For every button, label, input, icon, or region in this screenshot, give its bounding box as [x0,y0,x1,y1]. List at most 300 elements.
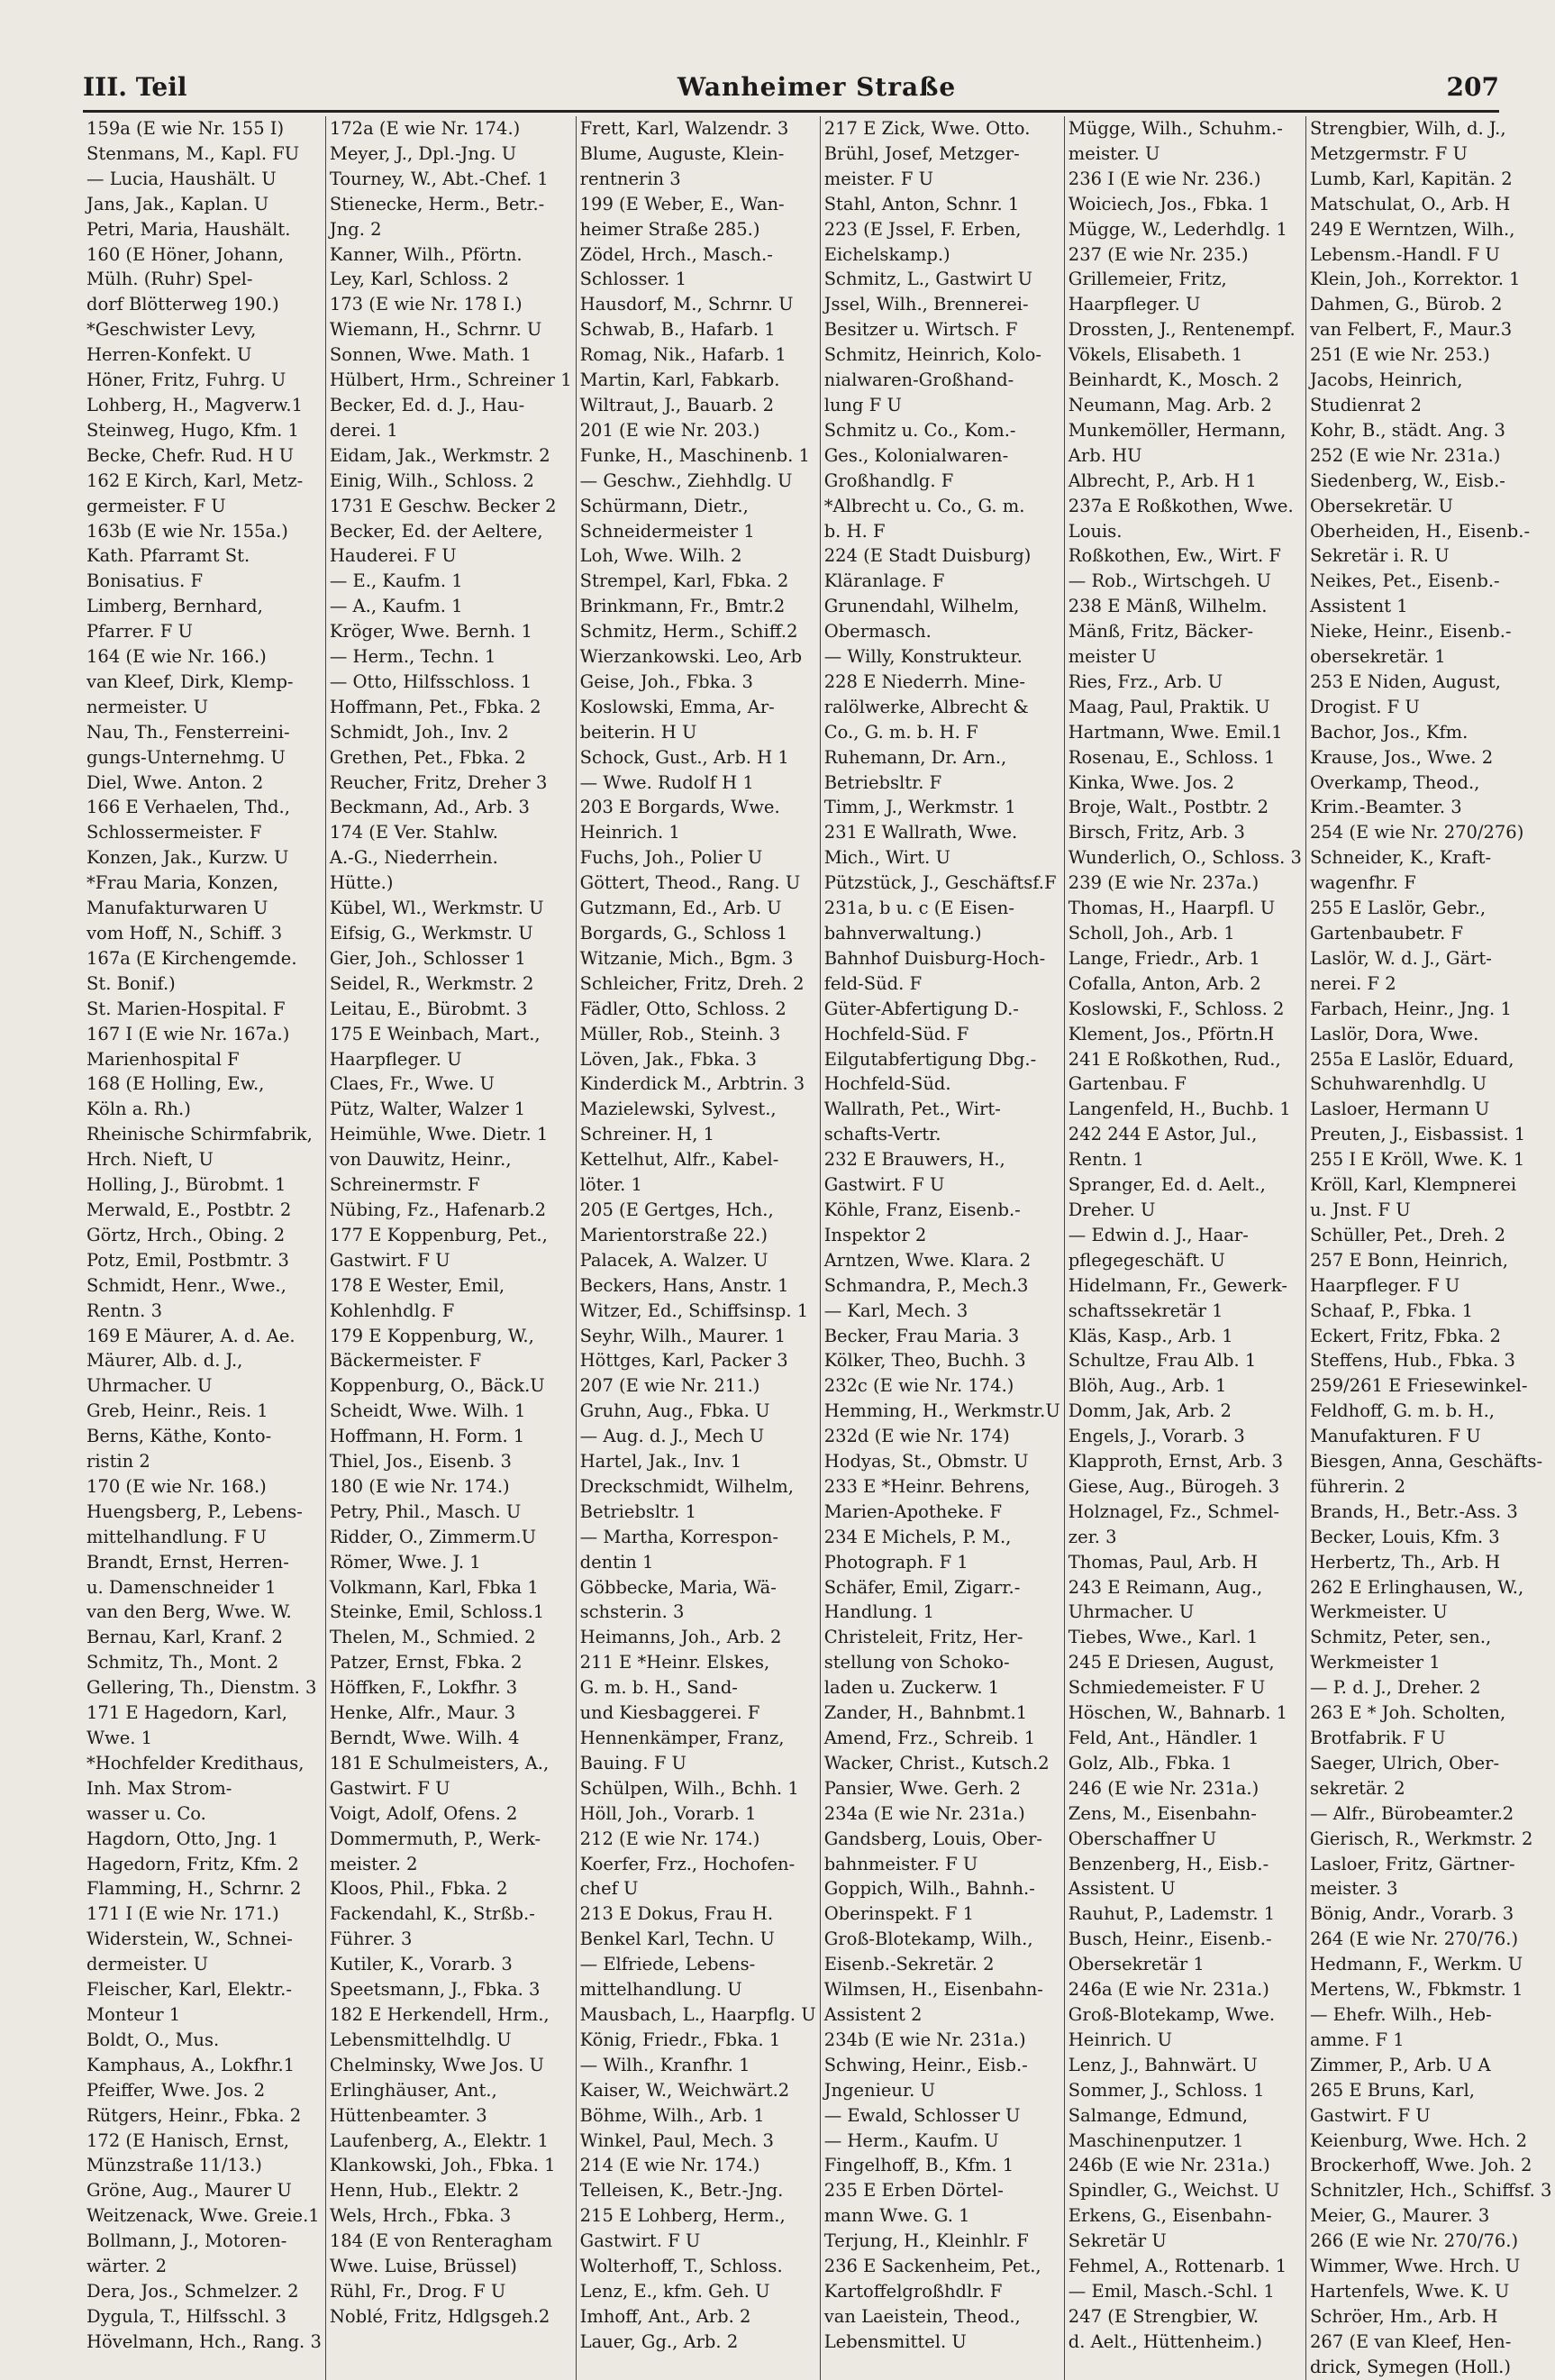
directory-entry: 212 (E wie Nr. 174.) [579,1828,760,1849]
directory-entry: Bonisatius. F [86,570,204,592]
directory-entry: Erlinghäuser, Ant., [329,2079,497,2101]
directory-entry: — Martha, Korrespon- [579,1526,778,1547]
directory-entry: 170 (E wie Nr. 168.) [86,1475,267,1497]
directory-entry: 231 E Wallrath, Wwe. [823,822,1018,843]
directory-entry: 246b (E wie Nr. 231a.) [1068,2155,1270,2176]
directory-entry: Dreckschmidt, Wilhelm, [579,1475,794,1497]
directory-entry: Sekretär U [1068,2230,1167,2252]
directory-entry: Golz, Alb., Fbka. 1 [1068,1752,1232,1774]
directory-entry: Dahmen, G., Bürob. 2 [1309,294,1503,315]
directory-entry: Patzer, Ernst, Fbka. 2 [329,1652,523,1673]
directory-entry: 163b (E wie Nr. 155a.) [86,520,288,542]
directory-entry: Witzer, Ed., Schiffsinsp. 1 [579,1299,809,1321]
directory-entry: Neikes, Pet., Eisenb.- [1309,570,1500,592]
directory-entry: *Albrecht u. Co., G. m. [823,495,1025,516]
directory-entry: Schmidt, Joh., Inv. 2 [329,721,509,743]
directory-entry: Lohberg, H., Magverw.1 [86,394,304,415]
directory-entry: Rosenau, E., Schloss. 1 [1068,746,1276,768]
directory-entry: Lebensmittel. U [823,2330,967,2352]
directory-entry: 168 (E Holling, Ew., [86,1073,265,1095]
directory-entry: — Lucia, Haushält. U [86,168,277,189]
directory-entry: 233 E *Heinr. Behrens, [823,1475,1031,1497]
directory-entry: Matschulat, O., Arb. H [1309,193,1511,214]
directory-entry: Schock, Gust., Arb. H 1 [579,746,789,768]
directory-entry: Zander, H., Bahnbmt.1 [823,1702,1028,1724]
directory-entry: Lebensm.-Handl. F U [1309,243,1500,265]
directory-entry: 239 (E wie Nr. 237a.) [1068,872,1259,894]
directory-entry: *Frau Maria, Konzen, [86,872,279,894]
directory-entry: germeister. F U [86,495,226,516]
directory-entry: Kloos, Phil., Fbka. 2 [329,1878,508,1900]
directory-entry: stellung von Schoko- [823,1652,1010,1673]
directory-entry: Beinhardt, K., Mosch. 2 [1068,369,1279,391]
directory-entry: Diel, Wwe. Anton. 2 [86,771,264,793]
directory-entry: Nübing, Fz., Hafenarb.2 [329,1199,547,1220]
directory-entry: — Rob., Wirtschgeh. U [1068,570,1271,592]
directory-entry: Lasloer, Hermann U [1309,1099,1490,1120]
directory-entry: 215 E Lohberg, Herm., [579,2205,786,2227]
directory-entry: Zens, M., Eisenbahn- [1068,1802,1257,1824]
directory-entry: pflegegeschäft. U [1068,1249,1225,1271]
directory-entry: Timm, J., Werkmstr. 1 [823,797,1016,818]
directory-entry: Schäfer, Emil, Zigarr.- [823,1576,1021,1598]
column-2 [326,116,577,2380]
directory-entry: Güter-Abfertigung D.- [823,998,1019,1019]
directory-entry: Einig, Wilh., Schloss. 2 [329,470,534,491]
directory-entry: Uhrmacher. U [1068,1601,1195,1623]
directory-entry: 223 (E Jssel, F. Erben, [823,218,1022,240]
directory-entry: — Otto, Hilfsschloss. 1 [329,670,532,692]
directory-entry: Kanner, Wilh., Pförtn. [329,243,523,265]
directory-entry: Jacobs, Heinrich, [1309,369,1463,391]
directory-entry: Hidelmann, Fr., Gewerk- [1068,1274,1287,1296]
directory-entry: 205 (E Gertges, Hch., [579,1199,774,1220]
directory-entry: meister. 2 [329,1853,418,1874]
directory-entry: — Wwe. Rudolf H 1 [579,771,754,793]
directory-entry: Gastwirt. F U [329,1777,450,1799]
directory-entry: Obersekretär. U [1309,495,1453,516]
directory-entry: Göbbecke, Maria, Wä- [579,1576,777,1598]
directory-entry: Huengsberg, P., Lebens- [86,1500,303,1522]
directory-entry: 173 (E wie Nr. 178 I.) [329,294,523,315]
directory-entry: Grethen, Pet., Fbka. 2 [329,746,526,768]
directory-entry: Löven, Jak., Fbka. 3 [579,1048,757,1070]
directory-entry: Holling, J., Bürobmt. 1 [86,1174,286,1196]
directory-entry: Petri, Maria, Haushält. [86,218,291,240]
directory-entry: Spindler, G., Weichst. U [1068,2180,1280,2202]
directory-entry: Schmandra, P., Mech.3 [823,1274,1029,1296]
directory-entry: Amend, Frz., Schreib. 1 [823,1728,1036,1748]
directory-entry: 160 (E Höner, Johann, [86,243,284,265]
directory-entry: van Felbert, F., Maur.3 [1309,319,1513,341]
directory-entry: Brockerhoff, Wwe. Joh. 2 [1309,2155,1532,2176]
directory-entry: 228 E Niederrh. Mine- [823,670,1025,692]
directory-entry: Stenmans, M., Kapl. FU [86,142,300,164]
directory-entry: Flamming, H., Schrnr. 2 [86,1878,302,1900]
directory-entry: Wwe. 1 [86,1728,153,1748]
directory-entry: Koslowski, Emma, Ar- [579,696,775,717]
directory-entry: 241 E Roßkothen, Rud., [1068,1048,1281,1070]
directory-entry: Weitzenack, Wwe. Greie.1 [86,2205,320,2227]
directory-entry: von Dauwitz, Heinr., [329,1149,512,1171]
directory-entry: 203 E Borgards, Wwe. [579,797,780,818]
directory-entry: Heinrich. U [1068,2029,1173,2050]
directory-entry: Jssel, Wilh., Brennerei- [823,294,1029,315]
directory-entry: Gandsberg, Louis, Ober- [823,1828,1042,1849]
directory-entry: Gierisch, R., Werkmstr. 2 [1309,1828,1533,1849]
directory-entry: Schmitz, Herm., Schiff.2 [579,621,798,643]
directory-entry: Albrecht, P., Arb. H 1 [1068,470,1257,491]
directory-entry: 201 (E wie Nr. 203.) [579,419,760,441]
directory-entry: 251 (E wie Nr. 253.) [1309,344,1490,366]
directory-entry: Kohlenhdlg. F [329,1299,455,1321]
directory-entry: Studienrat 2 [1309,394,1422,415]
directory-entry: Obersekretär 1 [1068,1954,1205,1975]
directory-entry: ristin 2 [86,1451,150,1473]
directory-entry: 181 E Schulmeisters, A., [329,1752,550,1774]
directory-entry: Thomas, H., Haarpfl. U [1068,898,1276,919]
directory-entry: Schnitzler, Hch., Schiffsf. 3 [1309,2180,1552,2202]
directory-entry: Thelen, M., Schmied. 2 [329,1627,536,1648]
directory-entry: Hagdorn, Otto, Jng. 1 [86,1828,279,1849]
directory-entry: Schmiedemeister. F U [1068,1677,1266,1699]
directory-entry: Hrch. Nieft, U [86,1149,214,1171]
directory-entry: 255 E Laslör, Gebr., [1309,898,1487,919]
directory-entry: Bönig, Andr., Vorarb. 3 [1309,1903,1514,1925]
directory-entry: Kläs, Kasp., Arb. 1 [1068,1325,1233,1346]
directory-entry: lung F U [823,394,902,415]
directory-entry: Assistent. U [1068,1878,1176,1900]
directory-entry: Marienhospital F [86,1048,240,1070]
directory-entry: Werkmeister 1 [1309,1652,1441,1673]
directory-entry: Hagedorn, Fritz, Kfm. 2 [86,1853,299,1874]
directory-entry: Eilgutabfertigung Dbg.- [823,1048,1037,1070]
directory-entry: 167a (E Kirchengemde. [86,947,297,969]
directory-entry: Beckmann, Ad., Arb. 3 [329,797,530,818]
directory-entry: 249 E Werntzen, Wilh., [1309,218,1515,240]
directory-entry: Giese, Aug., Bürogeh. 3 [1068,1475,1280,1497]
directory-entry: Merwald, E., Postbtr. 2 [86,1199,292,1220]
directory-entry: van den Berg, Wwe. W. [86,1601,292,1623]
directory-entry: Höschen, W., Bahnarb. 1 [1068,1702,1288,1724]
directory-entry: Hemming, H., Werkmstr.U [823,1400,1060,1422]
directory-entry: Schröer, Hm., Arb. H [1309,2305,1498,2327]
directory-entry: Pansier, Wwe. Gerh. 2 [823,1777,1021,1799]
directory-entry: Stahl, Anton, Schnr. 1 [823,193,1020,214]
directory-entry: Claes, Fr., Wwe. U [329,1073,495,1095]
directory-entry: Leitau, E., Bürobmt. 3 [329,998,528,1019]
directory-entry: Terjung, H., Kleinhlr. F [823,2230,1029,2252]
directory-entry: Oberschaffner U [1068,1828,1217,1849]
directory-entry: Steffens, Hub., Fbka. 3 [1309,1350,1515,1372]
directory-entry: — E., Kaufm. 1 [329,570,463,592]
directory-entry: Brands, H., Betr.-Ass. 3 [1309,1500,1518,1522]
directory-entry: 247 (E Strengbier, W. [1068,2305,1259,2327]
directory-entry: Gruhn, Aug., Fbka. U [579,1400,770,1422]
directory-entry: Haarpfleger. U [329,1048,462,1070]
directory-entry: Kübel, Wl., Werkmstr. U [329,898,544,919]
directory-entry: 232 E Brauwers, H., [823,1149,1005,1171]
directory-entry: Gartenbaubetr. F [1309,923,1464,944]
directory-entry: Kutiler, K., Vorarb. 3 [329,1954,513,1975]
directory-entry: Assistent 2 [823,2003,923,2025]
directory-entry: Hartmann, Wwe. Emil.1 [1068,721,1283,743]
directory-entry: ralölwerke, Albrecht & [823,696,1029,717]
directory-entry: Eifsig, G., Werkmstr. U [329,923,533,944]
directory-entry: Wiltraut, J., Bauarb. 2 [579,394,775,415]
directory-entry: Klement, Jos., Pförtn.H [1068,1023,1275,1044]
directory-entry: 236 I (E wie Nr. 236.) [1068,168,1261,189]
directory-entry: Berns, Käthe, Konto- [86,1426,272,1447]
directory-entry: Lange, Friedr., Arb. 1 [1068,947,1260,969]
directory-entry: Lumb, Karl, Kapitän. 2 [1309,168,1513,189]
directory-entry: Overkamp, Theod., [1309,771,1480,793]
directory-entry: Wels, Hrch., Fbka. 3 [329,2205,512,2227]
directory-entry: Konzen, Jak., Kurzw. U [86,847,289,869]
directory-entry: Gastwirt. F U [579,2230,701,2252]
directory-entry: Thiel, Jos., Eisenb. 3 [329,1451,512,1473]
directory-entry: Limberg, Bernhard, [86,596,263,617]
directory-entry: 159a (E wie Nr. 155 I) [86,118,285,139]
directory-entry: — Emil, Masch.-Schl. 1 [1068,2280,1275,2302]
directory-entry: — Karl, Mech. 3 [823,1299,968,1321]
directory-entry: Broje, Walt., Postbtr. 2 [1068,797,1269,818]
directory-entry: Strengbier, Wilh, d. J., [1309,118,1506,139]
directory-entry: Münzstraße 11/13.) [86,2155,262,2176]
directory-entry: 164 (E wie Nr. 166.) [86,646,267,668]
directory-entry: Blume, Auguste, Klein- [579,142,785,164]
directory-entry: nerei. F 2 [1309,972,1396,994]
directory-entry: Becker, Louis, Kfm. 3 [1309,1526,1500,1547]
directory-entry: Bäckermeister. F [329,1350,482,1372]
directory-entry: Haarpfleger. F U [1309,1274,1460,1296]
directory-entry: Haarpfleger. U [1068,294,1201,315]
directory-entry: Maag, Paul, Praktik. U [1068,696,1270,717]
directory-entry: Hövelmann, Hch., Rang. 3 [86,2330,322,2352]
directory-entry: Köhle, Franz, Eisenb.- [823,1199,1021,1220]
directory-entry: Führer. 3 [329,1929,413,1950]
directory-entry: Hülbert, Hrm., Schreiner 1 [329,369,572,391]
page-header [83,72,1499,108]
directory-entry: St. Bonif.) [86,972,176,994]
directory-entry: mann Wwe. G. 1 [823,2205,970,2227]
directory-entry: Hütte.) [329,872,394,894]
directory-entry: Kaiser, W., Weichwärt.2 [579,2079,790,2101]
directory-entry: Laslör, W. d. J., Gärt- [1309,947,1492,969]
directory-entry: Speetsmann, J., Fbka. 3 [329,1979,541,2001]
directory-entry: 252 (E wie Nr. 231a.) [1309,444,1501,466]
column-3 [577,116,821,2380]
directory-entry: Schmitz u. Co., Kom.- [823,419,1016,441]
directory-entry: Nieke, Heinr., Eisenb.- [1309,621,1512,643]
directory-entry: Heimanns, Joh., Arb. 2 [579,1627,782,1648]
directory-entry: Groß-Blotekamp, Wilh., [823,1929,1033,1950]
directory-entry: Oberinspekt. F 1 [823,1903,975,1925]
directory-entry: — Alfr., Bürobeamter.2 [1309,1802,1514,1824]
directory-entry: Großhandlg. F [823,470,954,491]
directory-entry: schaftssekretär 1 [1068,1299,1223,1321]
directory-entry: Christeleit, Fritz, Her- [823,1627,1023,1648]
directory-entry: Laslör, Dora, Wwe. [1309,1023,1479,1044]
directory-entry: Schleicher, Fritz, Dreh. 2 [579,972,805,994]
directory-entry: dermeister. U [86,1954,209,1975]
directory-entry: 184 (E von Renteragham [329,2230,553,2252]
directory-entry: Grunendahl, Wilhelm, [823,596,1020,617]
directory-entry: Rauhut, P., Lademstr. 1 [1068,1903,1276,1925]
directory-entry: 265 E Bruns, Karl, [1309,2079,1475,2101]
directory-entry: Brotfabrik. F U [1309,1728,1446,1748]
directory-entry: Fackendahl, K., Strßb.- [329,1903,535,1925]
directory-entry: Bachor, Jos., Kfm. [1309,721,1469,743]
directory-entry: Manufakturwaren U [86,898,268,919]
directory-entry: Ges., Kolonialwaren- [823,444,1009,466]
directory-entry: Gartenbau. F [1068,1073,1187,1095]
directory-entry: Müller, Rob., Steinh. 3 [579,1023,781,1044]
directory-entry: Schmitz, Th., Mont. 2 [86,1652,279,1673]
directory-entry: 246a (E wie Nr. 231a.) [1068,1979,1269,2001]
directory-entry: Munkemöller, Hermann, [1068,419,1287,441]
directory-entry: Fingelhoff, B., Kfm. 1 [823,2155,1014,2176]
directory-entry: 238 E Mänß, Wilhelm. [1068,596,1268,617]
directory-entry: Obermasch. [823,621,932,643]
directory-entry: Mertens, W., Fbkmstr. 1 [1309,1979,1523,2001]
directory-entry: Tiebes, Wwe., Karl. 1 [1068,1627,1259,1648]
directory-entry: Loh, Wwe. Wilh. 2 [579,545,742,567]
directory-entry: Neumann, Mag. Arb. 2 [1068,394,1272,415]
directory-entry: Römer, Wwe. J. 1 [329,1551,481,1573]
directory-entry: Chelminsky, Wwe Jos. U [329,2054,544,2075]
directory-entry: Drogist. F U [1309,696,1420,717]
directory-entry: Marien-Apotheke. F [823,1500,1003,1522]
directory-entry: Birsch, Fritz, Arb. 3 [1068,822,1245,843]
directory-entry: Mich., Wirt. U [823,847,950,869]
directory-entry: Lenz, J., Bahnwärt. U [1068,2054,1258,2075]
directory-entry: Tourney, W., Abt.-Chef. 1 [329,168,549,189]
directory-entry: Wwe. Luise, Brüssel) [329,2256,517,2277]
directory-entry: nermeister. U [86,696,209,717]
directory-entry: Mazielewski, Sylvest., [579,1099,777,1120]
directory-entry: — Aug. d. J., Mech U [579,1426,765,1447]
directory-entry: Telleisen, K., Betr.-Jng. [579,2180,784,2202]
directory-entry: Kamphaus, A., Lokfhr.1 [86,2054,296,2075]
directory-entry: 213 E Dokus, Frau H. [579,1903,774,1925]
directory-entry: bahnmeister. F U [823,1853,978,1874]
directory-entry: — Ewald, Schlosser U [823,2104,1021,2126]
directory-entry: nialwaren-Großhand- [823,369,1014,391]
directory-entry: Schmitz, Heinrich, Kolo- [823,344,1041,366]
directory-entry: Heimühle, Wwe. Dietr. 1 [329,1124,549,1145]
directory-entry: schafts-Vertr. [823,1124,941,1145]
directory-entry: Sekretär i. R. U [1309,545,1450,567]
directory-entry: Hoffmann, Pet., Fbka. 2 [329,696,541,717]
directory-entry: Schneidermeister 1 [579,520,755,542]
directory-entry: 217 E Zick, Wwe. Otto. [823,118,1031,139]
directory-entry: Pfarrer. F U [86,621,193,643]
directory-entry: u. Jnst. F U [1309,1199,1411,1220]
directory-entry: Wiemann, H., Schrnr. U [329,319,542,341]
directory-entry: Mäurer, Alb. d. J., [86,1350,243,1372]
directory-entry: Mausbach, L., Haarpflg. U [579,2003,816,2025]
directory-entry: 245 E Driesen, August, [1068,1652,1275,1673]
directory-entry: — Ehefr. Wilh., Heb- [1309,2003,1492,2025]
directory-entry: Dera, Jos., Schmelzer. 2 [86,2280,299,2302]
directory-entry: Stienecke, Herm., Betr.- [329,193,545,214]
directory-entry: Schüller, Pet., Dreh. 2 [1309,1224,1505,1245]
directory-entry: 178 E Wester, Emil, [329,1274,505,1296]
directory-entry: Benzenberg, H., Eisb.- [1068,1853,1269,1874]
directory-entry: Blöh, Aug., Arb. 1 [1068,1375,1227,1397]
directory-entry: Winkel, Paul, Mech. 3 [579,2129,774,2151]
directory-entry: Scholl, Joh., Arb. 1 [1068,923,1235,944]
directory-entry: Schuhwarenhdlg. U [1309,1073,1487,1095]
directory-entry: dentin 1 [579,1551,654,1573]
directory-entry: Bahnhof Duisburg-Hoch- [823,947,1046,969]
directory-entry: wasser u. Co. [86,1802,206,1824]
directory-entry: Voigt, Adolf, Ofens. 2 [329,1802,518,1824]
directory-entry: Drossten, J., Rentenempf. [1068,319,1296,341]
directory-entry: meister. F U [823,168,934,189]
directory-entry: 174 (E Ver. Stahlw. [329,822,498,843]
directory-entry: 162 E Kirch, Karl, Metz- [86,470,304,491]
directory-entry: Ridder, O., Zimmerm.U [329,1526,537,1547]
directory-entry: 180 (E wie Nr. 174.) [329,1475,510,1497]
directory-entry: *Hochfelder Kredithaus, [86,1752,305,1774]
directory-entry: führerin. 2 [1309,1475,1406,1497]
directory-entry: Feld, Ant., Händler. 1 [1068,1728,1259,1748]
directory-entry: Wallrath, Pet., Wirt- [823,1099,1001,1120]
directory-entry: Imhoff, Ant., Arb. 2 [579,2305,751,2327]
directory-entry: Becke, Chefr. Rud. H U [86,444,295,466]
directory-entry: Salmange, Edmund, [1068,2104,1249,2126]
directory-entry: Nau, Th., Fensterreini- [86,721,290,743]
directory-entry: Uhrmacher. U [86,1375,213,1397]
directory-entry: Manufakturen. F U [1309,1426,1481,1447]
directory-entry: Scheidt, Wwe. Wilh. 1 [329,1400,526,1422]
directory-entry: 236 E Sackenheim, Pet., [823,2256,1041,2277]
directory-entry: 171 E Hagedorn, Karl, [86,1702,287,1724]
directory-entry: 262 E Erlinghausen, W., [1309,1576,1524,1598]
directory-entry: Fädler, Otto, Schloss. 2 [579,998,787,1019]
directory-entry: Erkens, G., Eisenbahn- [1068,2205,1272,2227]
directory-entry: — Herm., Kaufm. U [823,2129,999,2151]
directory-entry: König, Friedr., Fbka. 1 [579,2029,781,2050]
directory-entry: Hennenkämper, Franz, [579,1728,785,1748]
directory-entry: Pütz, Walter, Walzer 1 [329,1099,526,1120]
directory-entry: 207 (E wie Nr. 211.) [579,1375,760,1397]
directory-entry: Schmidt, Henr., Wwe., [86,1274,286,1296]
directory-entry: Thomas, Paul, Arb. H [1068,1551,1258,1573]
directory-entry: 224 (E Stadt Duisburg) [823,545,1032,567]
directory-entry: Jngenieur. U [823,2079,936,2101]
directory-entry: Betriebsltr. 1 [579,1500,696,1522]
directory-entry: Hartenfels, Wwe. K. U [1309,2280,1510,2302]
directory-entry: Oberheiden, H., Eisenb.- [1309,520,1531,542]
directory-entry: Louis. [1068,520,1123,542]
directory-entry: 231a, b u. c (E Eisen- [823,898,1014,919]
directory-entry: Schwing, Heinr., Eisb.- [823,2054,1028,2075]
directory-entry: Kröger, Wwe. Bernh. 1 [329,621,532,643]
directory-entry: Ries, Frz., Arb. U [1068,670,1223,692]
directory-entry: Handlung. 1 [823,1601,935,1623]
directory-entry: und Kiesbaggerei. F [579,1702,760,1724]
directory-entry: Witzanie, Mich., Bgm. 3 [579,947,794,969]
directory-entry: Seyhr, Wilh., Maurer. 1 [579,1325,786,1346]
directory-entry: sekretär. 2 [1309,1777,1405,1799]
directory-entry: 259/261 E Friesewinkel- [1309,1375,1528,1397]
directory-entry: Meyer, J., Dpl.-Jng. U [329,142,517,164]
directory-entry: 234 E Michels, P. M., [823,1526,1012,1547]
directory-entry: Biesgen, Anna, Geschäfts- [1309,1451,1543,1473]
